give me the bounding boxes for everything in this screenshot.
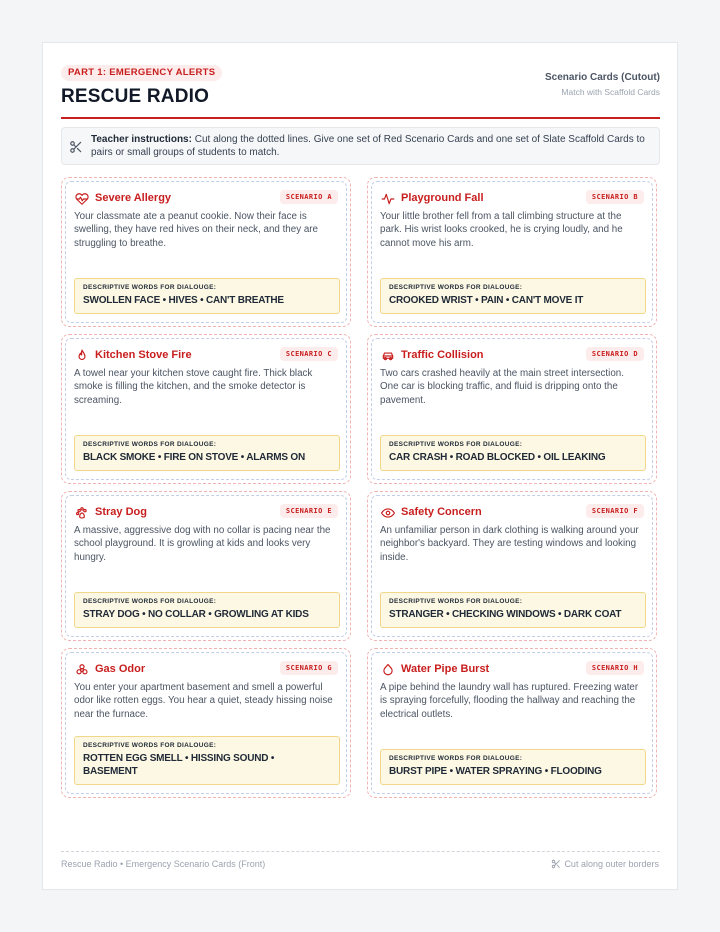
worksheet-page [42, 42, 678, 890]
vocab-label: DESCRIPTIVE WORDS FOR DIALOUGE: [83, 441, 217, 448]
vocab-label: DESCRIPTIVE WORDS FOR DIALOUGE: [83, 742, 217, 749]
card-description: Your classmate ate a peanut cookie. Now their face is swelling, they have red hives on their neck, and they are struggling to breathe. [74, 211, 318, 249]
card-title: Stray Dog [95, 506, 147, 518]
scenario-tag: SCENARIO C [280, 347, 338, 361]
header-right-title: Scenario Cards (Cutout) [544, 72, 660, 83]
vocab-words: STRANGER • CHECKING WINDOWS • DARK COAT [389, 609, 622, 620]
header-right-subtitle: Match with Scaffold Cards [561, 87, 660, 97]
page-title: RESCUE RADIO [61, 86, 210, 107]
scenario-card-b [367, 177, 657, 327]
vocab-box [380, 749, 646, 785]
card-description: A towel near your kitchen stove caught fire. Thick black smoke is filling the kitchen, and the smoke detector is screaming. [74, 368, 313, 406]
card-title: Kitchen Stove Fire [95, 349, 192, 361]
card-title: Water Pipe Burst [401, 663, 490, 675]
car-icon [381, 349, 395, 363]
vocab-label: DESCRIPTIVE WORDS FOR DIALOUGE: [83, 284, 217, 291]
scenario-card-f [367, 491, 657, 641]
vocab-box [380, 278, 646, 314]
eye-icon [381, 506, 395, 520]
scenario-tag: SCENARIO F [586, 504, 644, 518]
flame-icon [75, 349, 89, 363]
page-header [61, 65, 660, 119]
card-description: Two cars crashed heavily at the main street intersection. One car is blocking traffic, and fluid is dripping onto the pavement. [380, 368, 624, 406]
footer-left-text: Rescue Radio • Emergency Scenario Cards (Front) [61, 859, 266, 869]
scenario-card-h [367, 648, 657, 798]
scenario-tag: SCENARIO G [280, 661, 338, 675]
scissors-icon [69, 140, 83, 154]
part-badge: PART 1: EMERGENCY ALERTS [61, 65, 222, 81]
card-description: A massive, aggressive dog with no collar is pacing near the school playground. It is growling at kids and looks very hungry. [74, 525, 331, 563]
instructions-body: Cut along the dotted lines. Give one set of Red Scenario Cards and one set of Slate Scaffold Cards to pairs or small groups of students to match. [91, 134, 645, 158]
vocab-label: DESCRIPTIVE WORDS FOR DIALOUGE: [389, 441, 523, 448]
vocab-words: CROOKED WRIST • PAIN • CAN'T MOVE IT [389, 295, 584, 306]
card-title: Traffic Collision [401, 349, 484, 361]
card-title: Playground Fall [401, 192, 484, 204]
vocab-label: DESCRIPTIVE WORDS FOR DIALOUGE: [389, 284, 523, 291]
card-description: You enter your apartment basement and smell a powerful odor like rotten eggs. You hear a quiet, steady hissing noise near the furnace. [74, 682, 333, 720]
card-description: Your little brother fell from a tall climbing structure at the park. His wrist looks crooked, he is crying loudly, and he cannot move his arm. [380, 211, 623, 249]
scenario-tag: SCENARIO E [280, 504, 338, 518]
vocab-box [380, 592, 646, 628]
card-title: Gas Odor [95, 663, 146, 675]
footer-right [551, 859, 659, 869]
scenario-card-a [61, 177, 351, 327]
paw-icon [75, 506, 89, 520]
scenario-tag: SCENARIO A [280, 190, 338, 204]
vocab-label: DESCRIPTIVE WORDS FOR DIALOUGE: [83, 598, 217, 605]
scissors-icon [551, 859, 561, 869]
vocab-words: SWOLLEN FACE • HIVES • CAN'T BREATHE [83, 295, 284, 306]
scenario-card-e [61, 491, 351, 641]
scenario-card-c [61, 334, 351, 484]
vocab-words: BLACK SMOKE • FIRE ON STOVE • ALARMS ON [83, 452, 305, 463]
biohazard-icon [75, 663, 89, 677]
card-title: Severe Allergy [95, 192, 172, 204]
vocab-words: ROTTEN EGG SMELL • HISSING SOUND • BASEMENT [83, 753, 275, 777]
vocab-box [74, 592, 340, 628]
card-description: A pipe behind the laundry wall has ruptured. Freezing water is spraying forcefully, flooding the hallway and reaching the electrical outlets. [380, 682, 639, 720]
instructions-label: Teacher instructions: [91, 134, 192, 145]
vocab-words: STRAY DOG • NO COLLAR • GROWLING AT KIDS [83, 609, 309, 620]
vocab-box [74, 736, 340, 785]
card-description: An unfamiliar person in dark clothing is walking around your neighbor's backyard. They are testing windows and looking inside. [380, 525, 639, 563]
footer-divider [61, 851, 660, 852]
footer-right-text: Cut along outer borders [564, 859, 659, 869]
scenario-card-d [367, 334, 657, 484]
droplet-icon [381, 663, 395, 677]
scenario-tag: SCENARIO H [586, 661, 644, 675]
vocab-label: DESCRIPTIVE WORDS FOR DIALOUGE: [389, 755, 523, 762]
vocab-box [74, 278, 340, 314]
instructions-text [91, 133, 656, 159]
vocab-box [74, 435, 340, 471]
scenario-card-g [61, 648, 351, 798]
card-title: Safety Concern [401, 506, 482, 518]
scenario-tag: SCENARIO B [586, 190, 644, 204]
scenario-tag: SCENARIO D [586, 347, 644, 361]
pulse-icon [381, 192, 395, 206]
heart-icon [75, 192, 89, 206]
vocab-box [380, 435, 646, 471]
vocab-words: CAR CRASH • ROAD BLOCKED • OIL LEAKING [389, 452, 606, 463]
teacher-instructions [61, 127, 660, 165]
vocab-label: DESCRIPTIVE WORDS FOR DIALOUGE: [389, 598, 523, 605]
vocab-words: BURST PIPE • WATER SPRAYING • FLOODING [389, 766, 602, 777]
